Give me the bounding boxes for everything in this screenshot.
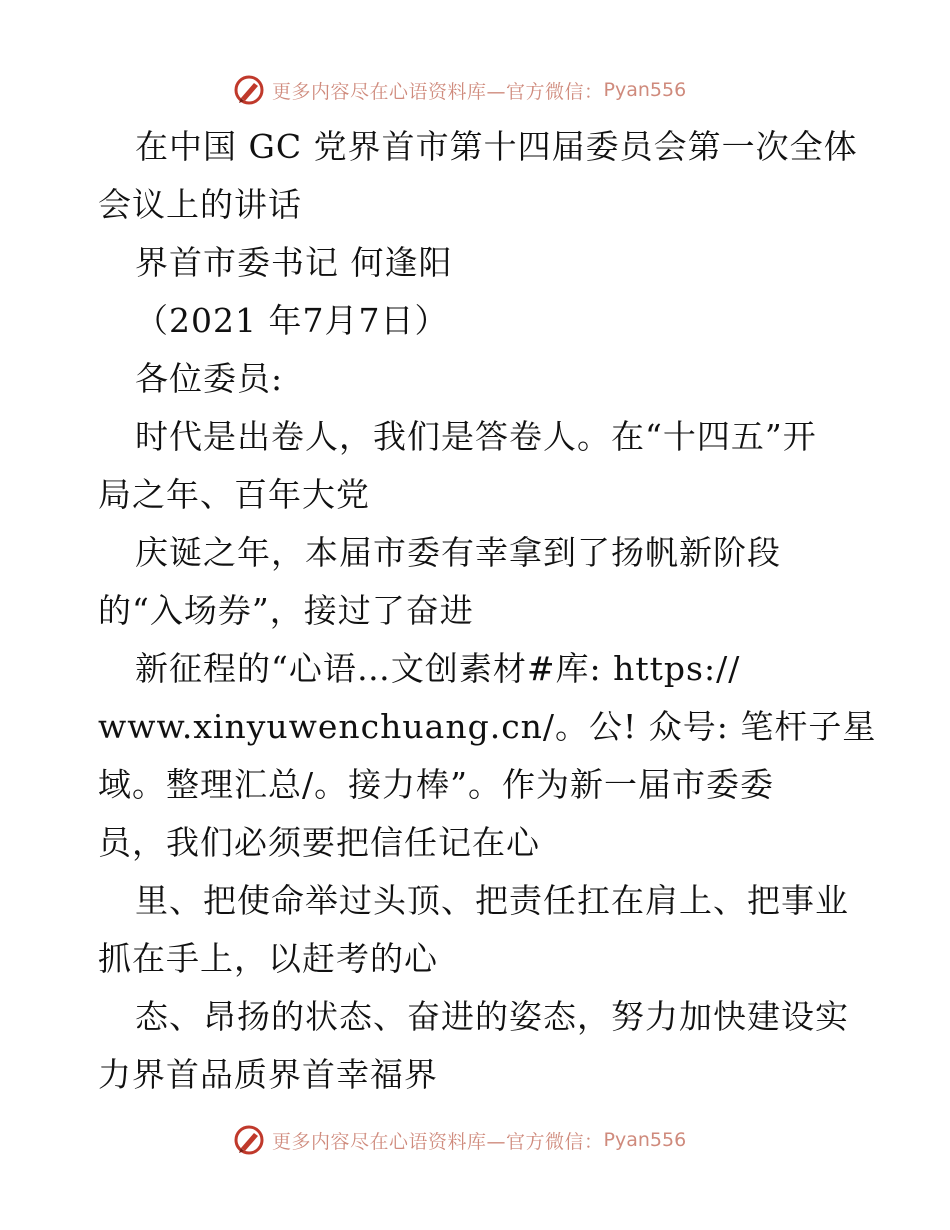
text-line: 时代是出卷人，我们是答卷人。在“十四五”开 xyxy=(135,417,817,456)
text-line: 会议上的讲话 xyxy=(98,185,302,224)
pen-logo-icon xyxy=(232,73,266,107)
text-line: 力界首品质界首幸福界 xyxy=(98,1055,438,1094)
footer-wechat-id: Pyan556 xyxy=(603,1129,687,1151)
text-line: 的“入场券”，接过了奋进 xyxy=(98,591,474,630)
text-line: 里、把使命举过头顶、把责任扛在肩上、把事业 xyxy=(135,881,849,920)
text-line: 新征程的“心语…文创素材#库: https:// xyxy=(135,649,741,688)
header-wechat-id: Pyan556 xyxy=(603,79,687,101)
pen-logo-icon xyxy=(232,1123,266,1157)
text-line: 局之年、百年大党 xyxy=(98,475,370,514)
document-body xyxy=(98,118,877,1104)
text-line: 庆诞之年，本届市委有幸拿到了扬帆新阶段 xyxy=(135,533,781,572)
text-line: 态、昂扬的状态、奋进的姿态，努力加快建设实 xyxy=(135,997,849,1036)
text-line: 抓在手上，以赶考的心 xyxy=(98,939,438,978)
footer-banner xyxy=(232,1122,686,1158)
text-line: 在中国 GC 党界首市第十四届委员会第一次全体 xyxy=(135,127,858,166)
text-line: （2021 年7月7日） xyxy=(135,301,449,340)
footer-banner-text: 更多内容尽在心语资料库—官方微信： xyxy=(272,1130,604,1153)
text-line: 域。整理汇总/。接力棒”。作为新一届市委委 xyxy=(98,765,774,804)
header-banner-text: 更多内容尽在心语资料库—官方微信： xyxy=(272,80,604,103)
text-line: 各位委员: xyxy=(135,359,284,398)
text-line: www.xinyuwenchuang.cn/。公! 众号: 笔杆子星 xyxy=(98,707,877,746)
header-banner xyxy=(232,72,686,108)
text-line: 员，我们必须要把信任记在心 xyxy=(98,823,540,862)
text-line: 界首市委书记 何逢阳 xyxy=(135,243,453,282)
